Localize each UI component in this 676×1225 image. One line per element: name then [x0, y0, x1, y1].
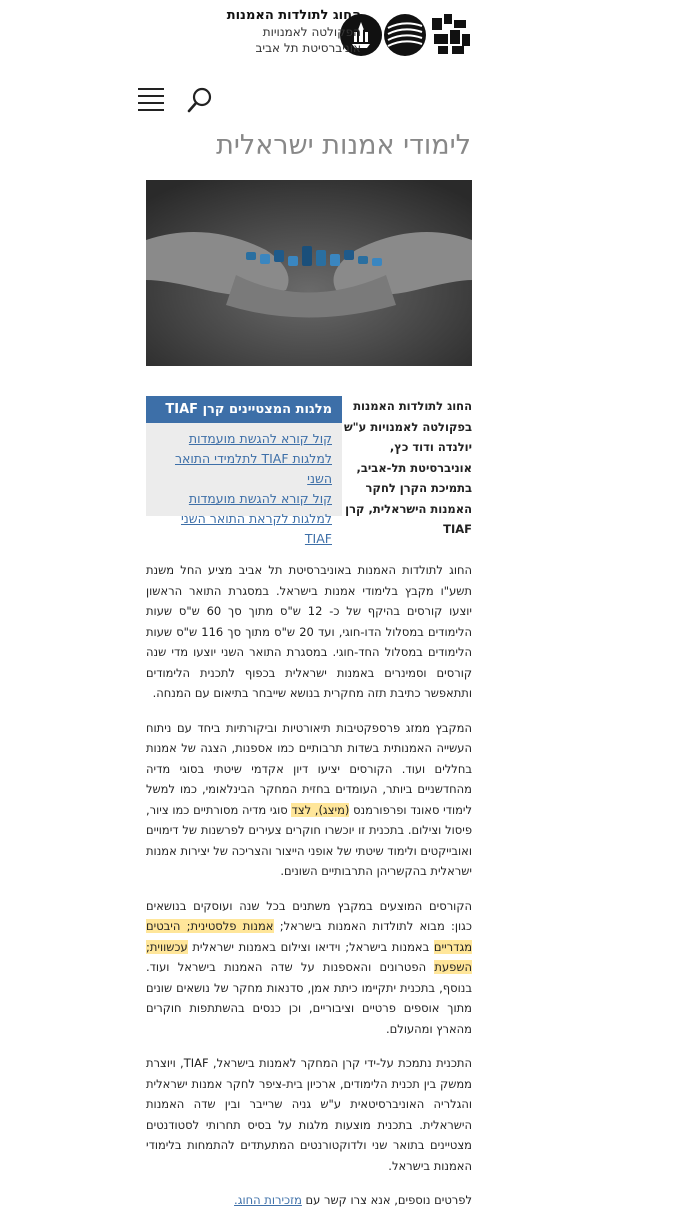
hero-image: [146, 180, 472, 366]
paragraph-3: הקורסים המוצעים במקבץ משתנים בכל שנה ועוסקים בנושאים כגון: מבוא לתולדות האמנות בישראל; אמנות פלסטינית; היבטים מגדריים באמנות בישראל; וידיאו וצילום באמנות ישראלית עכשווית; השפעת הפטרונים והאספנות על שדה האמנות בישראל ועוד. בנוסף, בתכנית יתקיימו כיתת אמן, סדנאות מחקר של נושאים שונים מתוך אוספים פרטיים וציבוריים, וכן כנסים בהשתתפות חוקרים מהארץ ומהעולם.: [146, 898, 472, 1036]
hamburger-menu-icon[interactable]: [138, 88, 164, 112]
university-name: אוניברסיטת תל אביב: [255, 41, 361, 55]
scholarship-box: [146, 396, 342, 546]
faculty-logo-icon: [384, 14, 426, 56]
search-icon[interactable]: [186, 86, 214, 114]
faculty-name: הפקולטה לאמנויות: [262, 25, 361, 39]
site-header: [0, 0, 676, 62]
scholarship-box-title: מלגות המצטיינים קרן TIAF: [146, 396, 342, 423]
paragraph-2: המקבץ ממזג פרספקטיבות תיאורטיות וביקורתיות ביחד עם ניתוח העשייה האמנותית בשדות תרבותיים כמו אספנות, הצגה של אמנות בחללים ועוד. הקורסים יציעו דיון אקדמי שיטתי בסוגי מדיה מהחדשניים ביותר, העומדים בחזית המחקר הבינלאומי, כמו למשל לימודי סאונד ופרפורמנס (מיצג), לצד סוגי מדיה מסורתיים כמו ציור, פיסול וצילום. בתכנית זו יוכשרו חוקרים צעירים לפרשנות של דימויים ואובייקטים ולימוד שיטתי של אופני הייצור והצריכה של יצירות אמנות ישראלית בהקשריהן התרבותיים השונים.: [146, 720, 472, 878]
page-title: לימודי אמנות ישראלית: [216, 130, 471, 161]
secretariat-link[interactable]: מזכירות החוג.: [234, 1193, 302, 1207]
scholarship-link-2[interactable]: קול קורא להגשת מועמדות למלגות לקראת התואר השני TIAF: [180, 491, 332, 546]
contact-line: לפרטים נוספים, אנא צרו קשר עם מזכירות החוג.: [234, 1193, 472, 1207]
scholarship-link-1[interactable]: קול קורא להגשת מועמדות למלגות TIAF לתלמידי התואר השני: [174, 431, 332, 486]
header-institution-text: [227, 8, 361, 56]
abstract-art-logo-icon: [428, 12, 474, 58]
highlight: (מיצג), לצד: [291, 802, 350, 817]
paragraph-4: התכנית נתמכת על-ידי קרן המחקר לאמנות בישראל, TIAF, ויוצרת ממשק בין תכנית הלימודים, ארכיון בית-ציפר לחקר אמנות ישראלית והגלריה האוניברסיטאית ע"ש גניה שרייבר ובין שדה האמנות הישראלית. בתכנית מוצעות מלגות על בסיס תחרותי לסטודנטים מצטיינים בתואר שני ולדוקטורנטים המתעתדים להתמחות בלימודי האמנות בישראל.: [146, 1056, 472, 1173]
main-content: [146, 560, 472, 1225]
paragraph-1: החוג לתולדות האמנות באוניברסיטת תל אביב מציע החל משנת תשע"ו מקבץ בלימודי אמנות בישראל. במסגרת התואר הראשון יוצעו קורסים בהיקף של כ- 12 ש"ס מתוך סך 60 ש"ס שעות הלימודים במסלול הדו-חוגי, ועד 20 ש"ס מתוך סך 116 ש"ס שעות הלימודים במסלול החד-חוגי. במסגרת התואר השני יוצעו מדי שנה קורסים וסמינרים באמנות ישראלית בכפוף לתכנית הלימודים ותתאפשר כתיבת תזה מחקרית בנושא שייבחר בתיאום עם המנחה.: [146, 563, 473, 700]
highlight: אמנות פלסטינית; היבטים מגדריים: [146, 919, 472, 954]
department-name: החוג לתולדות האמנות: [226, 8, 361, 23]
intro-text: החוג לתולדות האמנות בפקולטה לאמנויות ע"ש יולנדה ודוד כץ, אוניברסיטת תל-אביב, בתמיכת הקרן לחקר האמנות הישראלית, קרן TIAF: [343, 399, 472, 536]
highlight: עכשווית; השפעת: [146, 939, 472, 974]
